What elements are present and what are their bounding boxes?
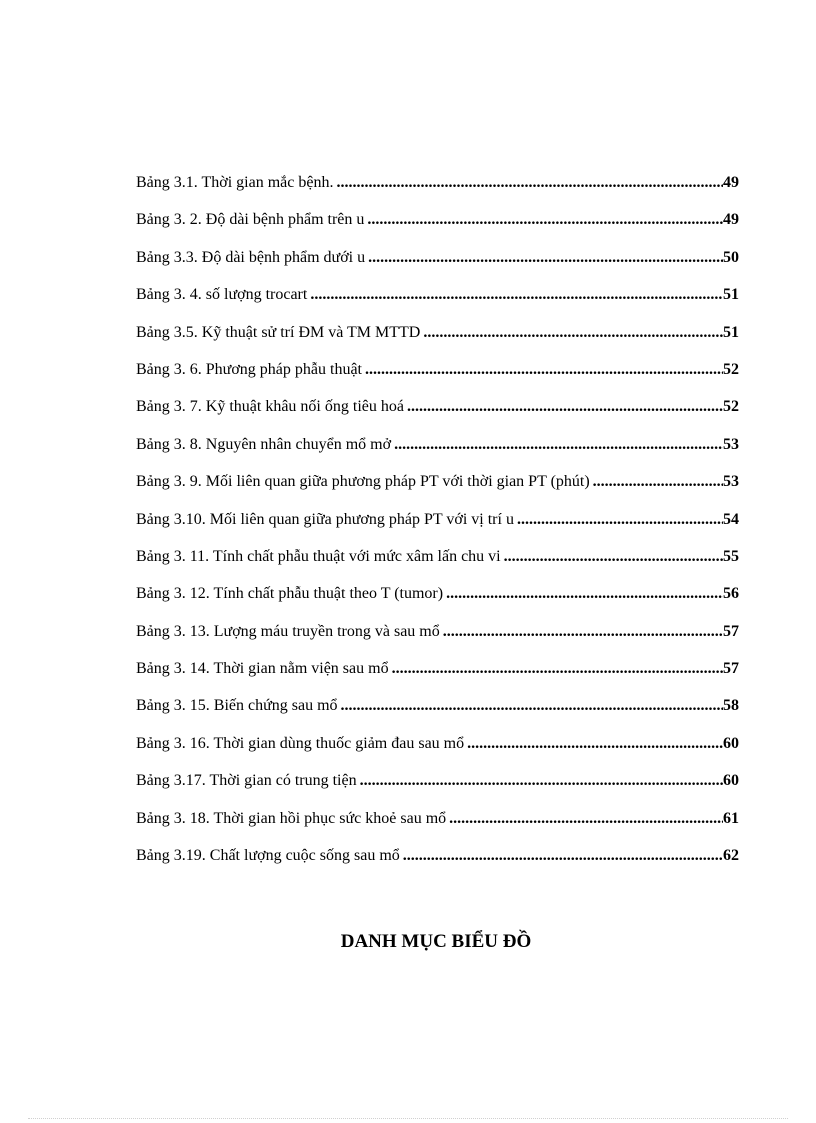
toc-entry	[136, 800, 739, 837]
toc-entry-label: Bảng 3.1. Thời gian mắc bệnh.	[136, 174, 334, 191]
toc-entry-page: 52	[723, 398, 739, 416]
dot-leader	[504, 538, 723, 575]
toc-entry-page: 60	[723, 772, 739, 790]
toc-entry-page: 52	[723, 360, 739, 378]
dot-leader	[517, 501, 723, 538]
toc-entry	[136, 164, 739, 201]
toc-entry-page: 49	[723, 211, 739, 229]
dot-leader	[403, 837, 723, 874]
toc-entry-page: 57	[723, 622, 739, 640]
toc-entry-label: Bảng 3.3. Độ dài bệnh phẩm dưới u	[136, 248, 366, 266]
dot-leader	[449, 800, 723, 837]
toc-entry-page: 56	[723, 585, 739, 603]
toc-entry-label: Bảng 3.17. Thời gian có trung tiện	[136, 772, 357, 790]
toc-entry-page: 57	[723, 660, 739, 678]
toc-entry-label: Bảng 3. 6. Phương pháp phẫu thuật	[136, 360, 362, 378]
toc-entry	[136, 501, 739, 538]
toc-entry	[136, 613, 739, 650]
dot-leader	[394, 426, 723, 463]
dot-leader	[593, 463, 723, 500]
dot-leader	[365, 351, 723, 388]
toc-entry-label: Bảng 3. 16. Thời gian dùng thuốc giảm đau sau mổ	[136, 734, 465, 752]
toc-entry	[136, 239, 739, 276]
dot-leader	[367, 201, 723, 238]
toc-entry-label: Bảng 3. 14. Thời gian nằm viện sau mổ	[136, 660, 389, 678]
page-bottom-divider	[28, 1118, 788, 1119]
dot-leader	[368, 239, 723, 276]
toc-entry-page: 55	[723, 547, 739, 565]
toc-entry-label: Bảng 3. 4. số lượng trocart	[136, 286, 308, 304]
toc-entry-page: 58	[723, 697, 739, 715]
dot-leader	[336, 164, 723, 201]
toc-entry	[136, 837, 739, 874]
toc-entry-label: Bảng 3.19. Chất lượng cuộc sống sau mổ	[136, 847, 400, 865]
section-heading: DANH MỤC BIỂU ĐỒ	[340, 931, 532, 952]
toc-entry-page: 53	[723, 435, 739, 453]
table-of-tables	[136, 164, 739, 874]
toc-entry-label: Bảng 3. 8. Nguyên nhân chuyển mổ mở	[136, 435, 392, 453]
toc-entry-label: Bảng 3. 2. Độ dài bệnh phẩm trên u	[136, 211, 365, 229]
dot-leader	[360, 762, 723, 799]
dot-leader	[392, 650, 723, 687]
dot-leader	[407, 388, 723, 425]
toc-entry	[136, 687, 739, 724]
toc-entry	[136, 575, 739, 612]
dot-leader	[341, 687, 723, 724]
toc-entry-label: Bảng 3. 11. Tính chất phẫu thuật với mức xâm lấn chu vi	[136, 547, 501, 565]
toc-entry	[136, 314, 739, 351]
toc-entry-label: Bảng 3. 12. Tính chất phẫu thuật theo T (tumor)	[136, 585, 444, 603]
toc-entry-page: 51	[723, 323, 739, 341]
toc-entry	[136, 388, 739, 425]
toc-entry-page: 54	[723, 510, 739, 528]
toc-entry-page: 51	[723, 286, 739, 304]
dot-leader	[446, 575, 723, 612]
toc-entry-label: Bảng 3. 15. Biến chứng sau mổ	[136, 697, 338, 715]
toc-entry-label: Bảng 3. 18. Thời gian hồi phục sức khoẻ sau mổ	[136, 809, 447, 827]
dot-leader	[443, 613, 723, 650]
toc-entry-label: Bảng 3.10. Mối liên quan giữa phương pháp PT với vị trí u	[136, 510, 514, 528]
toc-entry-label: Bảng 3.5. Kỹ thuật sử trí ĐM và TM MTTD	[136, 323, 421, 341]
toc-entry	[136, 426, 739, 463]
toc-entry	[136, 725, 739, 762]
toc-entry-page: 53	[723, 473, 739, 491]
toc-entry	[136, 650, 739, 687]
toc-entry-label: Bảng 3. 9. Mối liên quan giữa phương pháp PT với thời gian PT (phút)	[136, 473, 590, 491]
toc-entry-page: 49	[723, 174, 739, 191]
toc-entry-label: Bảng 3. 13. Lượng máu truyền trong và sau mổ	[136, 622, 440, 640]
toc-entry	[136, 538, 739, 575]
toc-entry	[136, 201, 739, 238]
toc-entry-page: 61	[723, 809, 739, 827]
toc-entry-page: 62	[723, 847, 739, 865]
toc-entry-page: 50	[723, 248, 739, 266]
toc-entry-page: 60	[723, 734, 739, 752]
toc-entry	[136, 351, 739, 388]
toc-entry-label: Bảng 3. 7. Kỹ thuật khâu nối ống tiêu hoá	[136, 398, 404, 416]
toc-entry	[136, 463, 739, 500]
toc-entry	[136, 276, 739, 313]
dot-leader	[310, 276, 723, 313]
toc-entry	[136, 762, 739, 799]
dot-leader	[423, 314, 723, 351]
dot-leader	[467, 725, 723, 762]
